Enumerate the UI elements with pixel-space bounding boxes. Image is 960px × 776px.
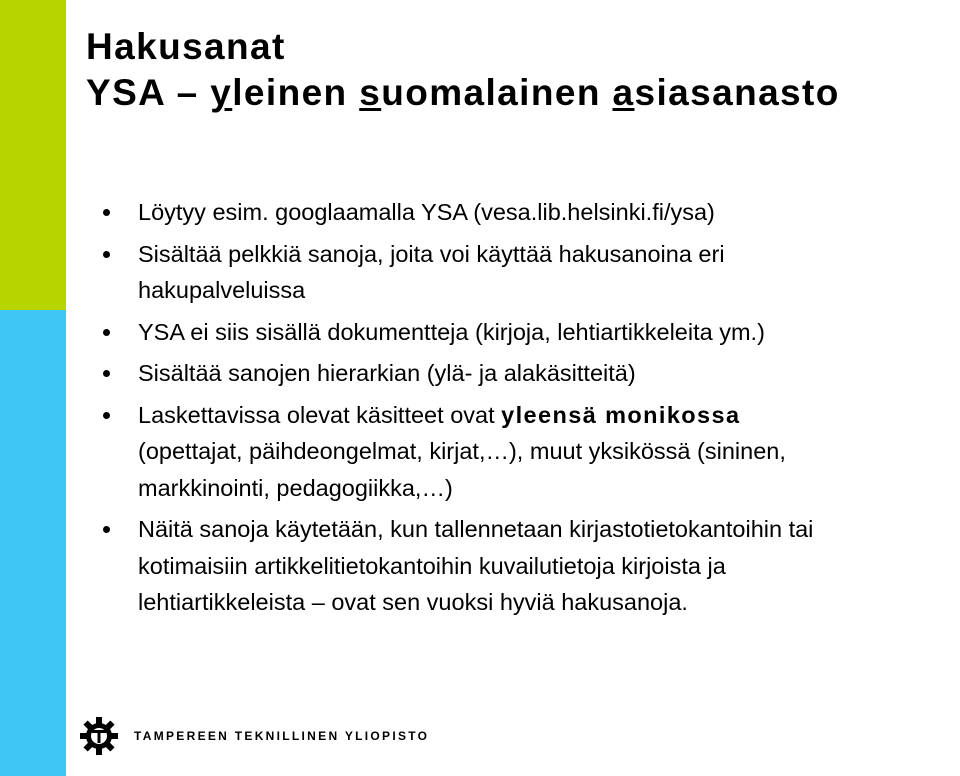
- title-acronym-letter: s: [359, 72, 382, 113]
- bullet-item: [92, 314, 960, 351]
- title-text: siasanasto: [634, 72, 840, 113]
- sidebar-blue-band: [0, 310, 66, 776]
- bullet-item: [92, 397, 960, 507]
- title-text: uomalainen: [381, 72, 613, 113]
- bullet-text: Laskettavissa olevat käsitteet ovat: [138, 401, 502, 428]
- title-acronym-letter: y: [210, 72, 233, 113]
- bullet-list: [92, 194, 960, 626]
- slide-title: [86, 24, 840, 116]
- bullet-item: [92, 236, 960, 309]
- bullet-text: Sisältää pelkkiä sanoja, joita voi käyttää hakusanoina eri: [138, 240, 725, 267]
- bullet-dot-icon: [103, 209, 110, 216]
- gear-logo-icon: [78, 715, 120, 757]
- bullet-text: YSA ei siis sisällä dokumentteja (kirjoja, lehtiartikkeleita ym.): [138, 318, 765, 345]
- title-text: YSA –: [86, 72, 211, 113]
- bullet-text: kotimaisiin artikkelitietokantoihin kuvailutietoja kirjoista ja: [138, 552, 726, 579]
- university-logo: [78, 708, 429, 764]
- bullet-dot-icon: [103, 329, 110, 336]
- bullet-text: hakupalveluissa: [138, 277, 306, 303]
- bullet-text: Löytyy esim. googlaamalla YSA (vesa.lib.helsinki.fi/ysa): [138, 199, 715, 225]
- bullet-dot-icon: [103, 251, 110, 258]
- bullet-dot-icon: [103, 370, 110, 377]
- bullet-dot-icon: [103, 412, 110, 419]
- bullet-text: Sisältää sanojen hierarkian (ylä- ja alakäsitteitä): [138, 360, 636, 386]
- title-acronym-letter: a: [612, 72, 635, 113]
- title-line-1: Hakusanat: [86, 26, 286, 67]
- bullet-text: markkinointi, pedagogiikka,…): [138, 474, 453, 501]
- bullet-item: [92, 355, 960, 392]
- title-text: leinen: [232, 72, 360, 113]
- bullet-text: lehtiartikkeleista – ovat sen vuoksi hyviä hakusanoja.: [138, 589, 688, 615]
- bullet-text: (opettajat, päihdeongelmat, kirjat,…), muut yksikössä (sininen,: [138, 438, 786, 464]
- bullet-item: [92, 194, 960, 231]
- bullet-text: Näitä sanoja käytetään, kun tallennetaan kirjastotietokantoihin tai: [138, 516, 814, 542]
- university-name: TAMPEREEN TEKNILLINEN YLIOPISTO: [134, 729, 430, 743]
- bullet-dot-icon: [103, 526, 110, 533]
- bullet-item: [92, 511, 960, 621]
- sidebar-green-band: [0, 0, 66, 310]
- bullet-emphasis: yleensä monikossa: [501, 401, 741, 428]
- title-line-2: [86, 70, 840, 116]
